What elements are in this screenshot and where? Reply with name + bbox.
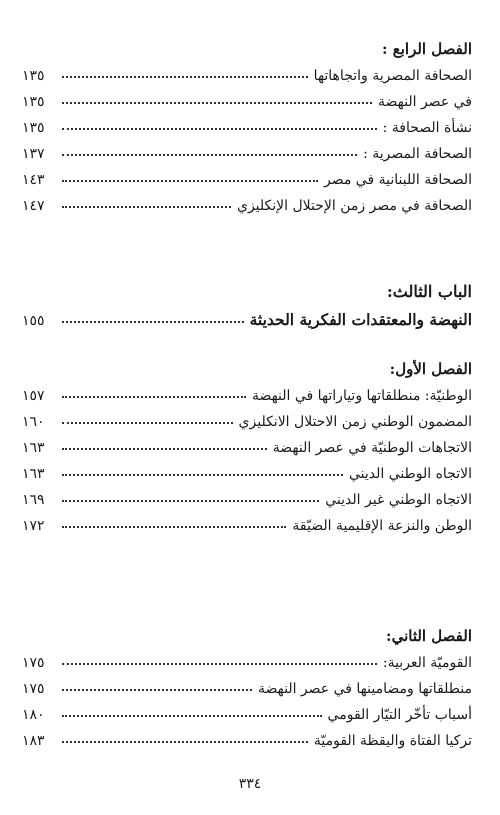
toc-entry (22, 681, 472, 705)
dot-leader (62, 663, 377, 665)
dot-leader (62, 206, 231, 208)
dot-leader (62, 102, 372, 104)
toc-entry-page: ١٥٧ (22, 388, 45, 404)
toc-entry-page: ١٣٥ (22, 120, 45, 136)
dot-leader (62, 741, 308, 743)
toc-entry-page: ١٧٥ (22, 681, 45, 697)
chapter-four-heading: الفصل الرابع : (381, 40, 472, 58)
toc-entry (22, 733, 472, 757)
toc-entry (22, 94, 472, 118)
toc-entry-page: ١٨٣ (22, 733, 45, 749)
toc-entry (22, 414, 472, 438)
dot-leader (62, 422, 233, 424)
toc-entry-page: ١٦٠ (22, 414, 45, 430)
page-number: ٣٣٤ (238, 776, 262, 792)
toc-entry (22, 707, 472, 731)
toc-entry-title: الاتجاه الوطني الديني (348, 466, 472, 482)
toc-entry (22, 440, 472, 464)
dot-leader (62, 76, 308, 78)
toc-entry (22, 68, 472, 92)
dot-leader (62, 321, 244, 323)
toc-entry-page: ١٤٧ (22, 198, 45, 214)
toc-entry-title: الصحافة في مصر زمن الإحتلال الإنكليزي (236, 198, 472, 214)
toc-entry-title: الوطن والنزعة الإقليمية الضيّقة (292, 518, 472, 534)
toc-entry-page: ١٣٥ (22, 68, 45, 84)
dot-leader (62, 474, 343, 476)
toc-entry (22, 492, 472, 516)
dot-leader (62, 526, 286, 528)
toc-entry-title: في عصر النهضة (378, 94, 472, 110)
toc-entry-title: الاتجاهات الوطنيّة في عصر النهضة (272, 440, 472, 456)
dot-leader (62, 715, 322, 717)
toc-entry-page: ١٦٣ (22, 440, 45, 456)
dot-leader (62, 128, 377, 130)
toc-entry (22, 388, 472, 412)
toc-entry-title: منطلقاتها ومضامينها في عصر النهضة (258, 681, 472, 697)
toc-entry-page: ١٤٣ (22, 172, 45, 188)
toc-entry-title: الصحافة اللبنانية في مصر (323, 172, 472, 188)
toc-entry-page: ١٣٥ (22, 94, 45, 110)
toc-entry-page: ١٨٠ (22, 707, 45, 723)
toc-entry-page: ١٦٩ (22, 492, 45, 508)
toc-entry-title: الوطنيّة: منطلقاتها وتياراتها في النهضة (251, 388, 472, 404)
toc-entry (22, 120, 472, 144)
toc-entry-title: أسباب تأخّر التيّار القومي (327, 707, 472, 723)
toc-entry (22, 655, 472, 679)
toc-entry-title: المضمون الوطني زمن الاحتلال الانكليزي (238, 414, 472, 430)
dot-leader (62, 180, 318, 182)
toc-entry-page: ١٧٥ (22, 655, 45, 671)
chapter-one-heading: الفصل الأول: (389, 360, 472, 378)
toc-entry-title: تركيا الفتاة واليقظة القوميّة (313, 733, 472, 749)
dot-leader (62, 396, 246, 398)
toc-entry (22, 310, 472, 334)
toc-entry (22, 146, 472, 170)
toc-entry-page: ١٣٧ (22, 146, 45, 162)
toc-entry (22, 518, 472, 542)
toc-entry-page: ١٧٢ (22, 518, 45, 534)
toc-entry-title: الصحافة المصرية واتجاهاتها (313, 68, 472, 84)
dot-leader (62, 500, 319, 502)
toc-entry-title: النهضة والمعتقدات الفكرية الحديثة (249, 310, 472, 329)
toc-entry-page: ١٦٣ (22, 466, 45, 482)
dot-leader (62, 154, 357, 156)
toc-entry-title: القوميّة العربية: (382, 655, 472, 671)
toc-entry-title: الصحافة المصرية : (363, 146, 472, 162)
part-three-heading: الباب الثالث: (386, 282, 472, 301)
toc-entry-title: الاتجاه الوطني غير الديني (325, 492, 472, 508)
toc-entry (22, 198, 472, 222)
dot-leader (62, 448, 267, 450)
toc-entry-title: نشأة الصحافة : (382, 120, 472, 136)
dot-leader (62, 689, 252, 691)
chapter-two-heading: الفصل الثاني: (386, 627, 472, 645)
toc-entry (22, 466, 472, 490)
toc-entry-page: ١٥٥ (22, 313, 45, 329)
toc-entry (22, 172, 472, 196)
